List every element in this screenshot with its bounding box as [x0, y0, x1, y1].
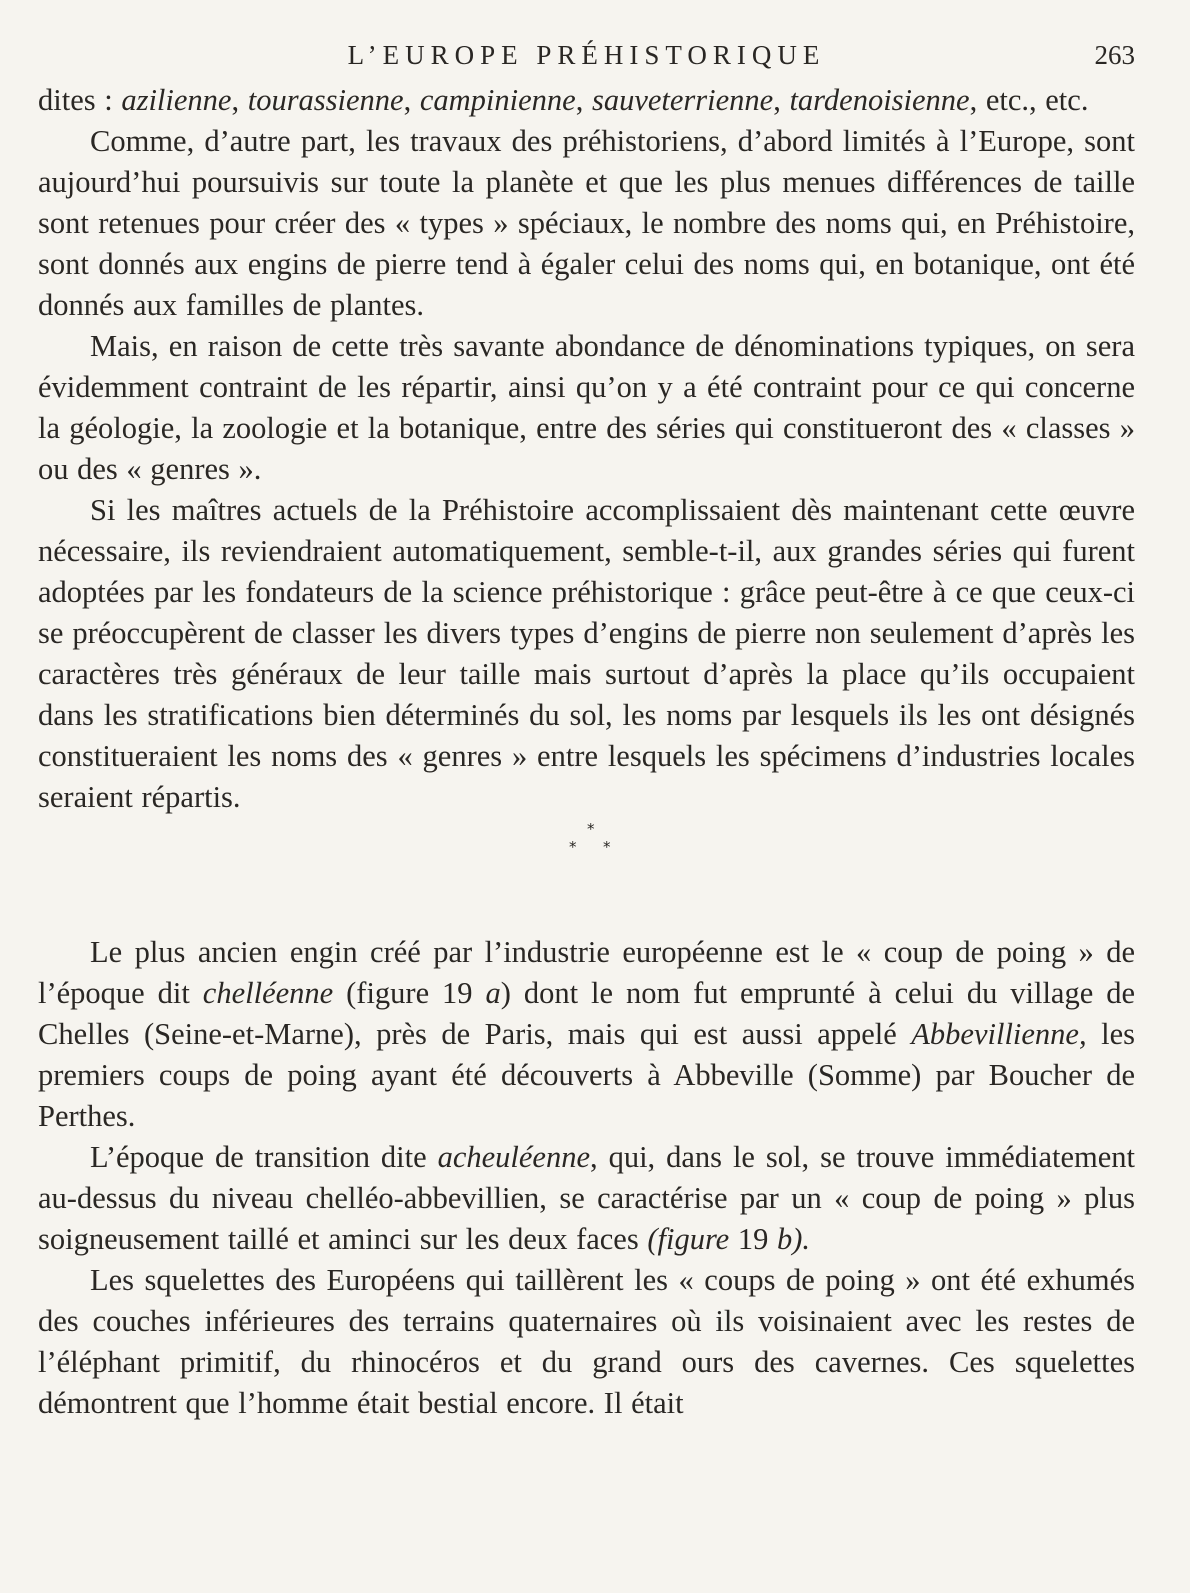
- text-run: Mais, en raison de cette très savante abondance de dénominations typiques, on sera évidemment contraint de les répartir, ainsi qu’on y a été contraint pour ce qui concerne la géologie, la zoologie et la botanique, entre des séries qui constitueront des « classes » ou des « genres ».: [38, 329, 1135, 486]
- text-run: ) dont le nom fut emprunté à celui du village de Chelles (Seine-et-Marne), près de Paris, mais qui est aussi appelé: [38, 976, 1135, 1051]
- running-title: L’EUROPE PRÉHISTORIQUE: [347, 40, 826, 70]
- paragraph-classification: [38, 326, 1135, 490]
- separator-star: *: [569, 838, 577, 856]
- italic-run: acheuléenne: [437, 1140, 590, 1174]
- paragraph-chelleen: [38, 932, 1135, 1137]
- italic-run: (figure: [647, 1222, 730, 1256]
- italic-run: Abbevillienne,: [911, 1017, 1087, 1051]
- text-run: L’époque de transition dite: [90, 1140, 438, 1174]
- italic-run: sauveterrienne: [591, 83, 774, 117]
- paragraph-acheuleen: [38, 1137, 1135, 1260]
- separator-star: *: [587, 820, 595, 838]
- text-run: Si les maîtres actuels de la Préhistoire accomplissaient dès maintenant cette œuvre nécessaire, ils reviendraient automatiquement, semble-t-il, aux grandes séries qui furent adoptées par les fondateurs de la science préhistorique : grâce peut-être à ce que ceux-ci se préoccupèrent de classer les divers types d’engins de pierre non seulement d’après les caractères très généraux de leur taille mais surtout d’après la place qu’ils occupaient dans les stratifications bien déterminés du sol, les noms par lesquels ils les ont désignés constitueraient les noms des « genres » entre lesquels les spécimens d’industries locales seraient répartis.: [38, 493, 1135, 814]
- page-number: 263: [1094, 40, 1135, 70]
- paragraph-grand-series: [38, 490, 1135, 818]
- text-run: Les squelettes des Européens qui taillèrent les « coups de poing » ont été exhumés des couches inférieures des terrains quaternaires où ils voisinaient avec les restes de l’éléphant primitif, du rhinocéros et du grand ours des cavernes. Ces squelettes démontrent que l’homme était bestial encore. Il était: [38, 1263, 1135, 1420]
- text-run: 19: [729, 1222, 777, 1256]
- italic-run: tardenoisienne: [789, 83, 970, 117]
- text-run: Le plus ancien engin créé par l’industrie européenne est le « coup de poing » de l’époque dit: [38, 935, 1135, 1010]
- page-header: [38, 40, 1135, 80]
- text-run: ,: [231, 83, 248, 117]
- italic-run: b).: [776, 1222, 811, 1256]
- text-run: Comme, d’autre part, les travaux des préhistoriens, d’abord limités à l’Europe, sont aujourd’hui poursuivis sur toute la planète et que les plus menues différences de taille sont retenues pour créer des « types » spéciaux, le nombre des noms qui, en Préhistoire, sont donnés aux engins de pierre tend à égaler celui des noms qui, en botanique, ont été donnés aux familles de plantes.: [38, 124, 1135, 322]
- paragraph-skeletons: [38, 1260, 1135, 1424]
- italic-run: campinienne: [419, 83, 576, 117]
- italic-run: tourassienne: [247, 83, 404, 117]
- text-run: les premiers coups de poing ayant été découverts à Abbeville (Somme) par Boucher de Perthes.: [38, 1017, 1135, 1133]
- italic-run: a: [485, 976, 501, 1010]
- text-run: ,: [575, 83, 592, 117]
- paragraph-naming-diversity: [38, 121, 1135, 326]
- paragraph-continuation: [38, 80, 1135, 121]
- text-run: ,: [773, 83, 790, 117]
- separator-star: *: [603, 838, 611, 856]
- text-run: ,: [403, 83, 420, 117]
- text-run: , etc., etc.: [969, 83, 1089, 117]
- italic-run: chelléenne: [202, 976, 334, 1010]
- text-run: dites :: [38, 83, 122, 117]
- text-run: , qui, dans le sol, se trouve immédiatement au-dessus du niveau chelléo-abbevillien, se caractérise par un « coup de poing » plus soigneusement taillé et aminci sur les deux faces: [38, 1140, 1136, 1256]
- section-separator: [38, 818, 1135, 904]
- text-run: (figure 19: [333, 976, 486, 1010]
- italic-run: azilienne: [121, 83, 232, 117]
- body-text: [38, 80, 1135, 1424]
